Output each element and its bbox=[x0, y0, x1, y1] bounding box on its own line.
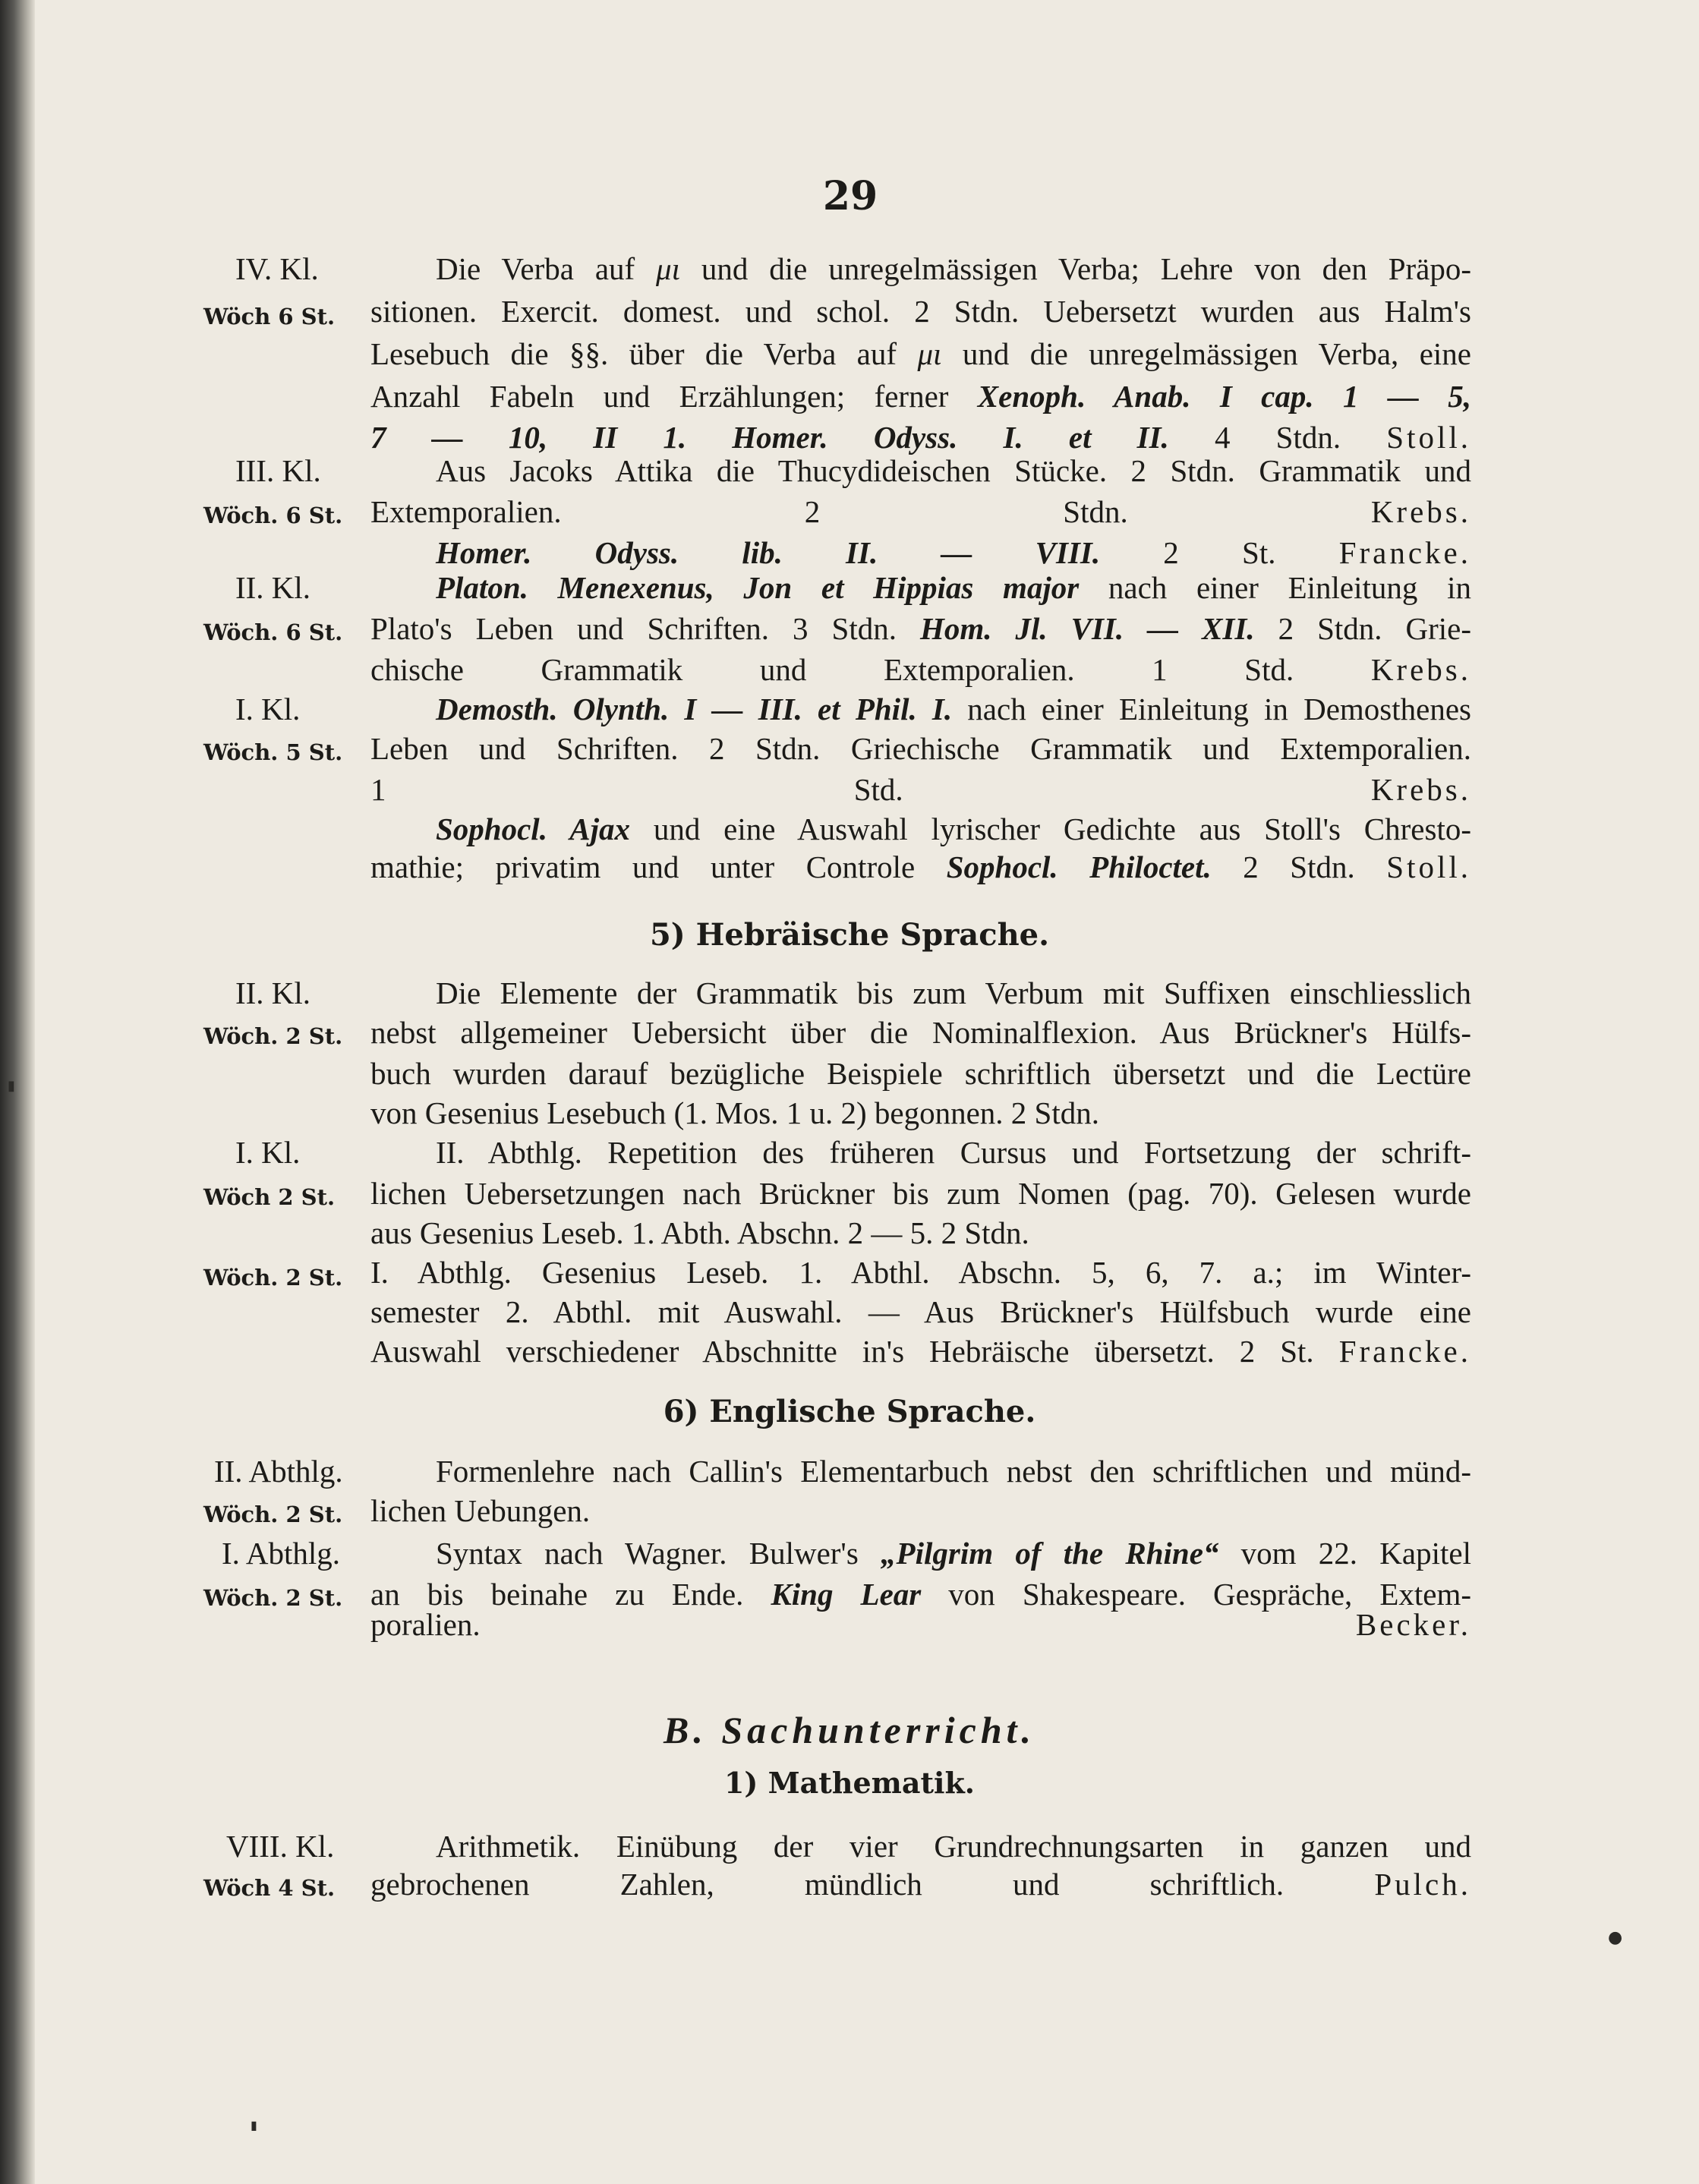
weekly-hours-label: Wöch 6 St. bbox=[203, 304, 336, 329]
text-line: Auswahl verschiedener Abschnitte in's Hebräische übersetzt. 2 St. Francke. bbox=[370, 1334, 1471, 1369]
class-label: II. Abthlg. bbox=[214, 1454, 343, 1489]
weekly-hours-label: Wöch 2 St. bbox=[203, 1184, 336, 1210]
section-heading-hebrew: 5) Hebräische Sprache. bbox=[649, 917, 1050, 953]
text-line: Anzahl Fabeln und Erzählungen; ferner Xenoph. Anab. I cap. 1 — 5, bbox=[370, 379, 1471, 414]
teacher-signature: Becker. bbox=[1355, 1607, 1471, 1642]
teacher-signature: Krebs. bbox=[1370, 772, 1471, 807]
teacher-signature: Stoll. bbox=[1386, 420, 1471, 455]
text-line: Aus Jacoks Attika die Thucydideischen Stücke. 2 Stdn. Grammatik und bbox=[436, 453, 1471, 488]
teacher-signature: Stoll. bbox=[1386, 849, 1472, 884]
text-line: Lesebuch die §§. über die Verba auf μι und die unregelmässigen Verba, eine bbox=[370, 336, 1471, 371]
text-line: Extemporalien. 2 Stdn. Krebs. bbox=[370, 494, 1471, 529]
text-line: 1 Std. Krebs. bbox=[370, 772, 1471, 807]
text-line: Sophocl. Ajax und eine Auswahl lyrischer Gedichte aus Stoll's Chresto- bbox=[436, 812, 1471, 846]
weekly-hours-label: Wöch. 5 St. bbox=[203, 739, 343, 765]
text-line: chische Grammatik und Extemporalien. 1 Std. Krebs. bbox=[370, 652, 1471, 687]
ink-speck-mark: ▮ bbox=[251, 2118, 257, 2132]
teacher-signature: Krebs. bbox=[1370, 652, 1471, 687]
teacher-signature: Francke. bbox=[1338, 1334, 1471, 1369]
class-label: II. Kl. bbox=[235, 570, 311, 605]
teacher-signature: Krebs. bbox=[1370, 494, 1471, 529]
text-line: an bis beinahe zu Ende. King Lear von Shakespeare. Gespräche, Extem- bbox=[370, 1577, 1471, 1612]
class-label: VIII. Kl. bbox=[226, 1829, 335, 1864]
text-line: aus Gesenius Leseb. 1. Abth. Abschn. 2 — 5. 2 Stdn. bbox=[370, 1215, 1029, 1250]
section-heading-english: 6) Englische Sprache. bbox=[663, 1394, 1036, 1429]
text-line: buch wurden darauf bezügliche Beispiele schriftlich übersetzt und die Lectüre bbox=[370, 1056, 1471, 1091]
text-line: Arithmetik. Einübung der vier Grundrechnungsarten in ganzen und bbox=[436, 1829, 1471, 1864]
main-heading-sachunterricht: B. Sachunterricht. bbox=[663, 1709, 1036, 1751]
class-label: I. Kl. bbox=[235, 692, 301, 726]
text-line: I. Abthlg. Gesenius Leseb. 1. Abthl. Abschn. 5, 6, 7. a.; im Winter- bbox=[370, 1255, 1471, 1290]
weekly-hours-label: Wöch. 6 St. bbox=[203, 619, 343, 645]
text-line: mathie; privatim und unter Controle Sophocl. Philoctet. 2 Stdn. Stoll. bbox=[370, 849, 1472, 884]
text-line: Platon. Menexenus, Jon et Hippias major nach einer Einleitung in bbox=[436, 570, 1471, 605]
text-line: lichen Uebersetzungen nach Brückner bis zum Nomen (pag. 70). Gelesen wurde bbox=[370, 1176, 1471, 1211]
text-line: Leben und Schriften. 2 Stdn. Griechische Grammatik und Extemporalien. bbox=[370, 731, 1471, 766]
text-line: poralien. Becker. bbox=[370, 1607, 1471, 1642]
text-line: Syntax nach Wagner. Bulwer's „Pilgrim of the Rhine“ vom 22. Kapitel bbox=[436, 1536, 1471, 1571]
text-line: Homer. Odyss. lib. II. — VIII. 2 St. Francke. bbox=[436, 535, 1471, 570]
page-number: 29 bbox=[822, 173, 878, 219]
text-line: Demosth. Olynth. I — III. et Phil. I. nach einer Einleitung in Demosthenes bbox=[436, 692, 1471, 726]
ink-speck-mark: ▮ bbox=[8, 1078, 15, 1094]
text-line: Die Verba auf μι und die unregelmässigen Verba; Lehre von den Präpo- bbox=[436, 251, 1471, 286]
weekly-hours-label: Wöch 4 St. bbox=[203, 1875, 336, 1901]
ink-speck-mark: ● bbox=[1608, 1928, 1623, 1947]
weekly-hours-label: Wöch. 2 St. bbox=[203, 1585, 343, 1611]
class-label: III. Kl. bbox=[235, 453, 321, 488]
text-line: 7 — 10, II 1. Homer. Odyss. I. et II. 4 Stdn. Stoll. bbox=[370, 420, 1471, 455]
text-line: lichen Uebungen. bbox=[370, 1493, 591, 1528]
text-line: gebrochenen Zahlen, mündlich und schriftlich. Pulch. bbox=[370, 1867, 1472, 1902]
teacher-signature: Francke. bbox=[1338, 535, 1471, 570]
text-line: II. Abthlg. Repetition des früheren Cursus und Fortsetzung der schrift- bbox=[436, 1135, 1471, 1170]
text-line: semester 2. Abthl. mit Auswahl. — Aus Brückner's Hülfsbuch wurde eine bbox=[370, 1294, 1471, 1329]
class-label: I. Abthlg. bbox=[222, 1536, 341, 1571]
section-heading-mathematics: 1) Mathematik. bbox=[723, 1766, 976, 1800]
teacher-signature: Pulch. bbox=[1374, 1867, 1472, 1902]
text-line: Formenlehre nach Callin's Elementarbuch nebst den schriftlichen und münd- bbox=[436, 1454, 1471, 1489]
text-line: Die Elemente der Grammatik bis zum Verbum mit Suffixen einschliesslich bbox=[436, 975, 1471, 1010]
weekly-hours-label: Wöch. 6 St. bbox=[203, 503, 343, 528]
text-line: von Gesenius Lesebuch (1. Mos. 1 u. 2) begonnen. 2 Stdn. bbox=[370, 1095, 1099, 1130]
weekly-hours-label: Wöch. 2 St. bbox=[203, 1265, 343, 1291]
text-line: Plato's Leben und Schriften. 3 Stdn. Hom. Jl. VII. — XII. 2 Stdn. Grie- bbox=[370, 611, 1471, 646]
text-line: sitionen. Exercit. domest. und schol. 2 Stdn. Uebersetzt wurden aus Halm's bbox=[370, 294, 1471, 329]
weekly-hours-label: Wöch. 2 St. bbox=[203, 1502, 343, 1527]
class-label: I. Kl. bbox=[235, 1135, 301, 1170]
text-line: nebst allgemeiner Uebersicht über die Nominalflexion. Aus Brückner's Hülfs- bbox=[370, 1015, 1471, 1050]
class-label: IV. Kl. bbox=[235, 251, 319, 286]
class-label: II. Kl. bbox=[235, 975, 311, 1010]
weekly-hours-label: Wöch. 2 St. bbox=[203, 1023, 343, 1049]
